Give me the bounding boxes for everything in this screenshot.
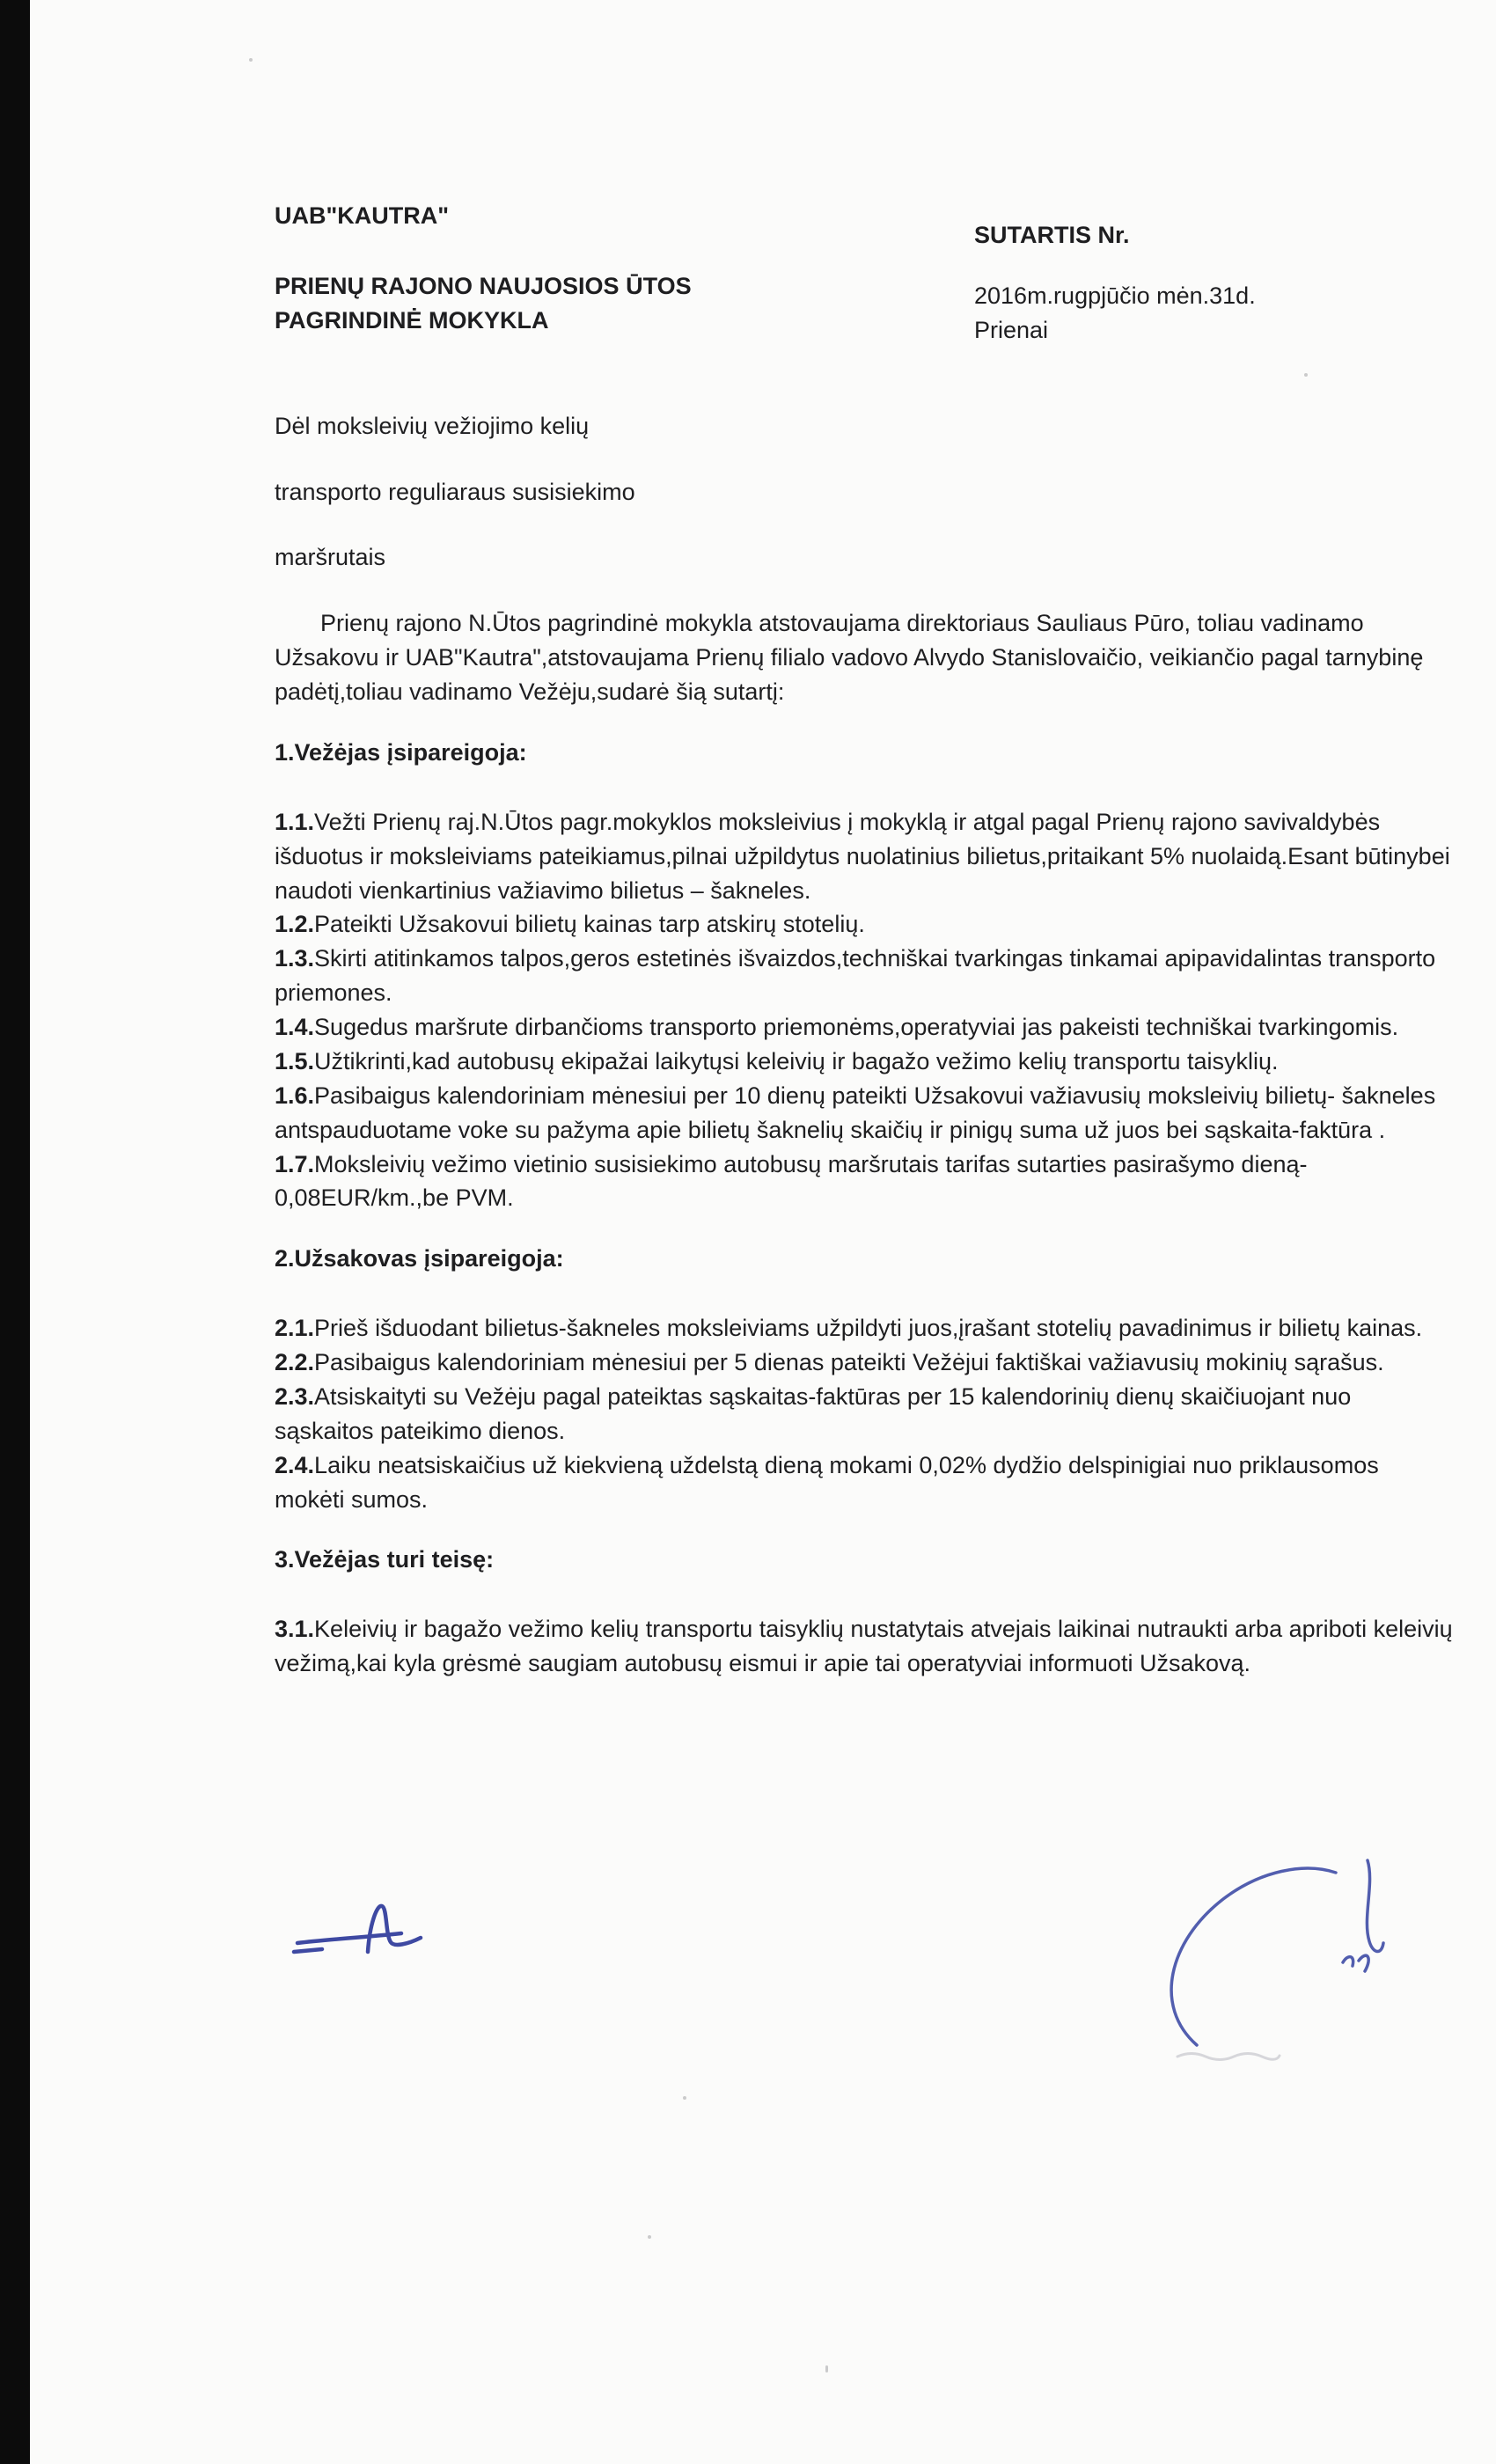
clause-2-3 bbox=[275, 1380, 1454, 1448]
clause-number: 1.2. bbox=[275, 911, 315, 938]
clause-1-2 bbox=[275, 907, 1454, 942]
clause-text: Pateikti Užsakovui bilietų kainas tarp atskirų stotelių. bbox=[314, 911, 865, 938]
subject-line-3: maršrutais bbox=[275, 544, 386, 571]
clause-text: Atsiskaityti su Vežėju pagal pateiktas sąskaitas-faktūras per 15 kalendorinių dienų skaičiuojant nuo sąskaitos pateikimo dienos. bbox=[275, 1382, 1352, 1444]
clause-1-3 bbox=[275, 942, 1454, 1010]
clause-text: Keleivių ir bagažo vežimo kelių transportu taisyklių nustatytais atvejais laikinai nutraukti arba apriboti keleivių vežimą,kai kyla grėsmė saugiam autobusų eismui ir apie tai operatyviai informuoti Užsakovą. bbox=[275, 1616, 1453, 1677]
contract-date: 2016m.rugpjūčio mėn.31d. bbox=[974, 282, 1256, 309]
clause-number: 1.6. bbox=[275, 1082, 315, 1109]
clause-number: 2.1. bbox=[275, 1315, 315, 1342]
clause-text: Skirti atitinkamos talpos,geros estetinės išvaizdos,techniškai tvarkingas tinkamai apipavidalintas transporto priemones. bbox=[275, 945, 1436, 1007]
clause-text: Prieš išduodant bilietus-šakneles moksleiviams užpildyti juos,įrašant stotelių pavadinimus ir bilietų kainas. bbox=[314, 1315, 1423, 1342]
party-block bbox=[275, 199, 974, 348]
scan-speck bbox=[1304, 373, 1308, 377]
signature-right-ink bbox=[1162, 1855, 1417, 2057]
intro-paragraph: Prienų rajono N.Ūtos pagrindinė mokykla atstovaujama direktoriaus Sauliaus Pūro, toliau vadinamo Užsakovu ir UAB"Kautra",atstovaujama Prienų filialo vadovo Alvydo Stanislovaičio, veikiančio pagal tarnybinę padėtį,toliau vadinamo Vežėju,sudarė šią sutartį: bbox=[275, 610, 1424, 705]
school-name-line2: PAGRINDINĖ MOKYKLA bbox=[275, 306, 549, 334]
clause-text: Laiku neatsiskaičius už kiekvieną uždelstą dieną mokami 0,02% dydžio delspinigiai nuo priklausomos mokėti sumos. bbox=[275, 1451, 1379, 1513]
clause-number: 2.2. bbox=[275, 1349, 315, 1375]
clause-3-1 bbox=[275, 1612, 1454, 1681]
contract-header bbox=[275, 199, 1454, 348]
clause-2-4 bbox=[275, 1448, 1454, 1517]
clause-2-1 bbox=[275, 1311, 1454, 1346]
clause-text: Sugedus maršrute dirbančioms transporto priemonėms,operatyviai jas pakeisti techniškai tvarkingomis. bbox=[314, 1014, 1399, 1040]
contract-title: SUTARTIS Nr. bbox=[974, 222, 1130, 248]
scan-speck bbox=[249, 58, 253, 62]
scan-speck bbox=[648, 2235, 651, 2239]
clause-number: 1.1. bbox=[275, 808, 315, 835]
contract-place: Prienai bbox=[974, 316, 1049, 343]
clause-number: 3.1. bbox=[275, 1616, 315, 1643]
clause-1-4 bbox=[275, 1010, 1454, 1045]
clause-text: Pasibaigus kalendoriniam mėnesiui per 5 dienas pateikti Vežėjui faktiškai važiavusių mokinių sąrašus. bbox=[314, 1349, 1384, 1375]
clause-1-6 bbox=[275, 1079, 1454, 1148]
scan-edge-strip bbox=[0, 0, 30, 2464]
subject-block bbox=[275, 409, 1454, 576]
clause-1-1 bbox=[275, 805, 1454, 908]
clause-text: Vežti Prienų raj.N.Ūtos pagr.mokyklos moksleivius į mokyklą ir atgal pagal Prienų rajono savivaldybės išduotus ir moksleiviams pateikiamus,pilnai užpildytus nuolatinius bilietus,pritaikant 5% nuolaidą.Esant būtinybei naudoti vienkartinius važiavimo bilietus – šakneles. bbox=[275, 808, 1450, 904]
clause-number: 1.7. bbox=[275, 1150, 315, 1177]
signature-left-ink bbox=[290, 1892, 493, 1971]
clause-number: 2.4. bbox=[275, 1451, 315, 1478]
clause-text: Moksleivių vežimo vietinio susisiekimo autobusų maršrutais tarifas sutarties pasirašymo dieną- 0,08EUR/km.,be PVM. bbox=[275, 1150, 1308, 1212]
section-1-heading: 1.Vežėjas įsipareigoja: bbox=[275, 738, 527, 766]
section-2-heading: 2.Užsakovas įsipareigoja: bbox=[275, 1245, 564, 1272]
school-name-line1: PRIENŲ RAJONO NAUJOSIOS ŪTOS bbox=[275, 272, 692, 299]
clause-number: 1.5. bbox=[275, 1047, 315, 1074]
clause-text: Pasibaigus kalendoriniam mėnesiui per 10 dienų pateikti Užsakovui važiavusių moksleivių bilietų- šakneles antspauduotame voke su pažyma apie bilietų šaknelių skaičių ir pinigų suma už juos bei sąskaita-faktūra . bbox=[275, 1082, 1436, 1143]
scan-speck bbox=[1174, 1327, 1181, 1330]
section-3-heading: 3.Vežėjas turi teisę: bbox=[275, 1546, 495, 1573]
subject-line-2: transporto reguliaraus susisiekimo bbox=[275, 478, 635, 505]
clause-1-5 bbox=[275, 1045, 1454, 1079]
clause-text: Užtikrinti,kad autobusų ekipažai laikytųsi keleivių ir bagažo vežimo kelių transportu taisyklių. bbox=[314, 1047, 1279, 1074]
scan-speck bbox=[683, 2096, 686, 2100]
contract-body bbox=[275, 199, 1454, 1681]
title-block bbox=[974, 199, 1454, 348]
company-name: UAB"KAUTRA" bbox=[275, 202, 450, 229]
clause-number: 1.3. bbox=[275, 945, 315, 972]
clause-number: 2.3. bbox=[275, 1382, 315, 1410]
clause-number: 1.4. bbox=[275, 1014, 315, 1040]
clause-1-7 bbox=[275, 1148, 1454, 1216]
subject-line-1: Dėl moksleivių vežiojimo kelių bbox=[275, 412, 590, 439]
embossed-mark bbox=[1176, 2049, 1281, 2063]
scan-speck bbox=[825, 2365, 828, 2372]
clause-2-2 bbox=[275, 1346, 1454, 1380]
